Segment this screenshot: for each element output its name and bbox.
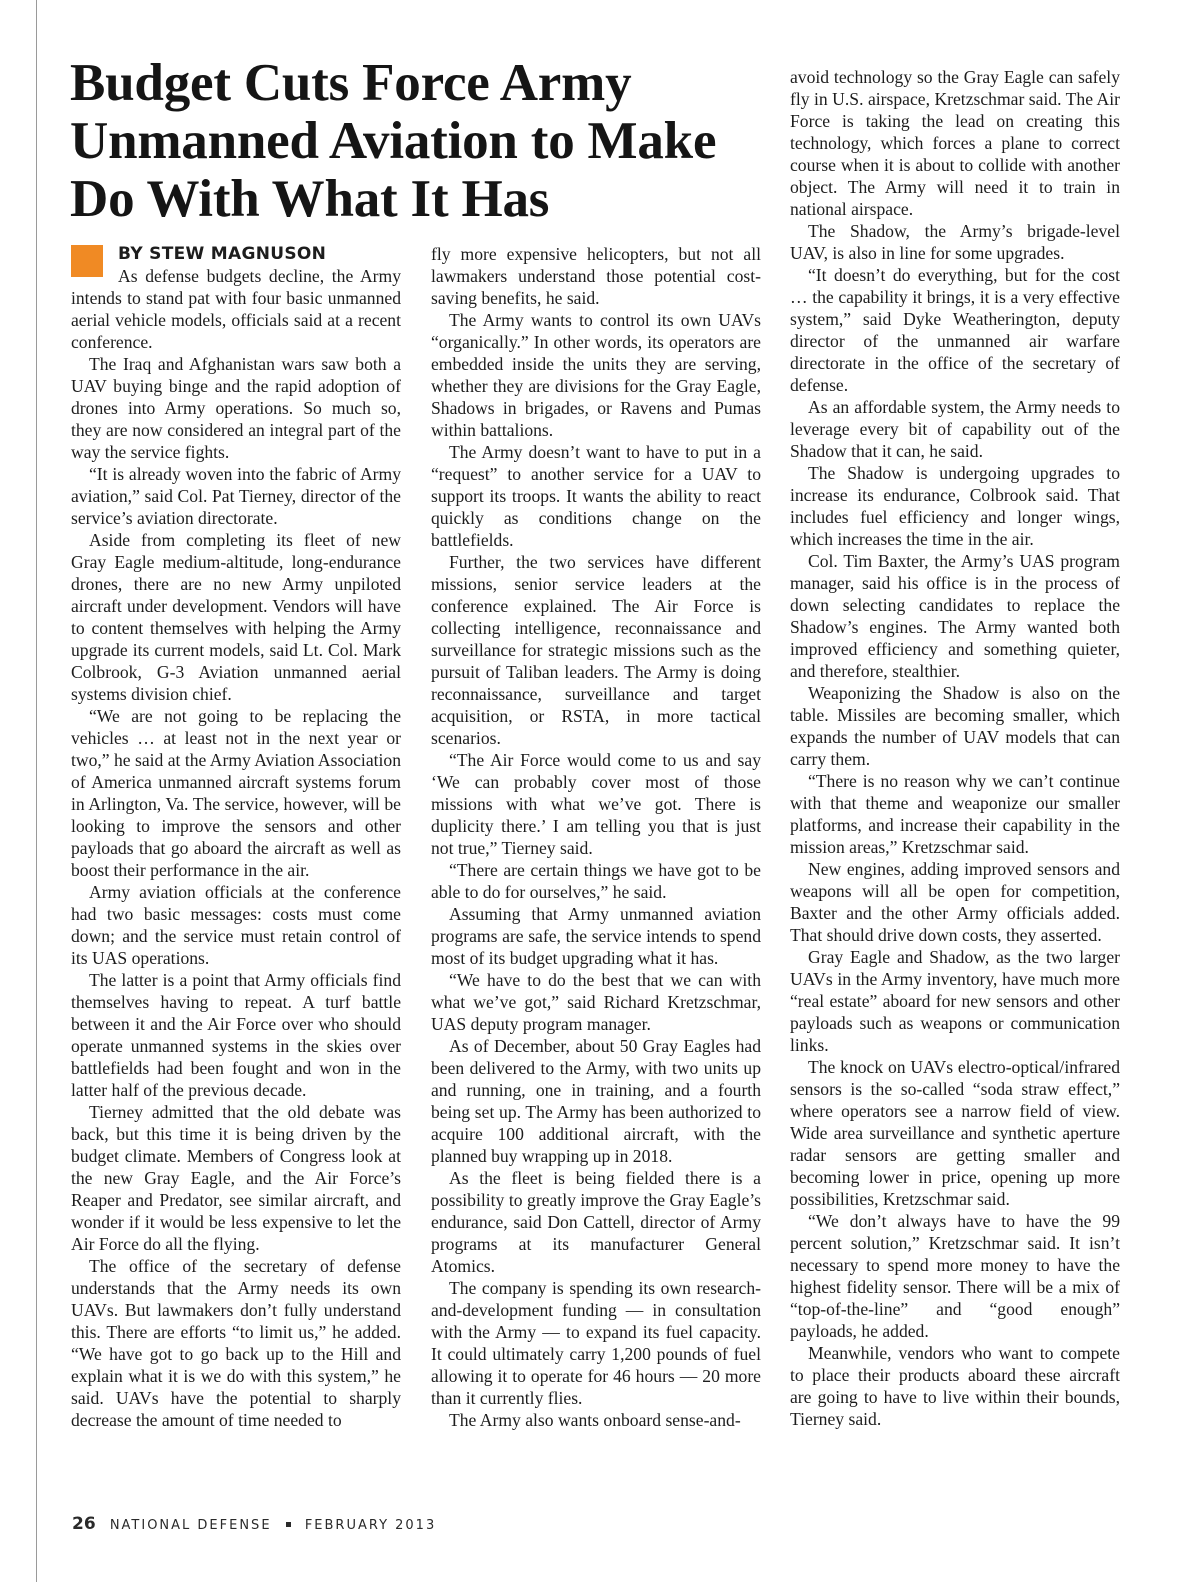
page-number: 26	[72, 1514, 96, 1534]
article-column-3	[790, 66, 1120, 1430]
paragraph: As the fleet is being fielded there is a possibility to greatly improve the Gray Eagle’s endurance, said Don Cattell, director of Army programs at its manufacturer General Atomics.	[431, 1168, 761, 1276]
paragraph: As of December, about 50 Gray Eagles had been delivered to the Army, with two units up and running, one in training, and a fourth being set up. The Army has been authorized to acquire 100 additional aircraft, with the planned buy wrapping up in 2018.	[431, 1036, 761, 1166]
paragraph: “It is already woven into the fabric of Army aviation,” said Col. Pat Tierney, director of the service’s aviation directorate.	[71, 464, 401, 528]
paragraph: Aside from completing its fleet of new Gray Eagle medium-altitude, long-endurance drones, there are no new Army unpiloted aircraft under development. Vendors will have to content themselves with helping the Army upgrade its current models, said Lt. Col. Mark Colbrook, G-3 Aviation unmanned aerial systems division chief.	[71, 530, 401, 704]
paragraph: “We have to do the best that we can with what we’ve got,” said Richard Kretzschmar, UAS deputy program manager.	[431, 970, 761, 1034]
paragraph: avoid technology so the Gray Eagle can safely fly in U.S. airspace, Kretzschmar said. The Air Force is taking the lead on creating this technology, which forces a plane to correct course when it is about to collide with another object. The Army will need it to train in national airspace.	[790, 67, 1120, 219]
paragraph: Meanwhile, vendors who want to compete to place their products aboard these aircraft are going to have to live within their bounds, Tierney said.	[790, 1343, 1120, 1429]
paragraph: The Army also wants onboard sense-and-	[449, 1410, 741, 1430]
paragraph: fly more expensive helicopters, but not all lawmakers understand those potential cost-saving benefits, he said.	[431, 244, 761, 308]
byline: BY STEW MAGNUSON	[118, 244, 327, 264]
footer-separator	[286, 1522, 291, 1527]
paragraph: The latter is a point that Army officials find themselves having to repeat. A turf battle between it and the Air Force over who should operate unmanned systems in the skies over battlefields had been fought and won in the latter half of the previous decade.	[71, 970, 401, 1100]
paragraph: The Shadow, the Army’s brigade-level UAV, is also in line for some upgrades.	[790, 221, 1120, 263]
article-column-2	[431, 243, 761, 1431]
margin-rule	[36, 0, 37, 1582]
paragraph: Gray Eagle and Shadow, as the two larger UAVs in the Army inventory, have much more “real estate” aboard for new sensors and other payloads such as weapons or communication links.	[790, 947, 1120, 1055]
paragraph: “It doesn’t do everything, but for the cost … the capability it brings, it is a very effective system,” said Dyke Weatherington, deputy director of the unmanned air warfare directorate in the office of the secretary of defense.	[790, 265, 1120, 395]
paragraph: Assuming that Army unmanned aviation programs are safe, the service intends to spend most of its budget upgrading what it has.	[431, 904, 761, 968]
paragraph: “The Air Force would come to us and say ‘We can probably cover most of those missions with what we’ve got. There is duplicity there.’ I am telling you that is just not true,” Tierney said.	[431, 750, 761, 858]
paragraph: “There is no reason why we can’t continue with that theme and weaponize our smaller platforms, and increase their capability in the mission areas,” Kretzschmar said.	[790, 771, 1120, 857]
paragraph: Further, the two services have different missions, senior service leaders at the conference explained. The Air Force is collecting intelligence, reconnaissance and surveillance for strategic missions such as the pursuit of Taliban leaders. The Army is doing reconnaissance, surveillance and target acquisition, or RSTA, in more tactical scenarios.	[431, 552, 761, 748]
paragraph: Col. Tim Baxter, the Army’s UAS program manager, said his office is in the process of down selecting candidates to replace the Shadow’s engines. The Army wanted both improved efficiency and something quieter, and therefore, stealthier.	[790, 551, 1120, 681]
article-title: Budget Cuts Force Army Unmanned Aviation to Make Do With What It Has	[70, 54, 717, 228]
paragraph: Army aviation officials at the conference had two basic messages: costs must come down; and the service must retain control of its UAS operations.	[71, 882, 401, 968]
paragraph: The Shadow is undergoing upgrades to increase its endurance, Colbrook said. That includes fuel efficiency and longer wings, which increases the time in the air.	[790, 463, 1120, 549]
paragraph: The office of the secretary of defense understands that the Army needs its own UAVs. But lawmakers don’t fully understand this. There are efforts “to limit us,” he added. “We have got to go back up to the Hill and explain what it is we do with this system,” he said. UAVs have the potential to sharply decrease the amount of time needed to	[71, 1256, 401, 1430]
paragraph: “There are certain things we have got to be able to do for ourselves,” he said.	[431, 860, 761, 902]
paragraph: Weaponizing the Shadow is also on the table. Missiles are becoming smaller, which expands the number of UAV models that can carry them.	[790, 683, 1120, 769]
paragraph: The knock on UAVs electro-optical/infrared sensors is the so-called “soda straw effect,” where operators see a narrow field of view. Wide area surveillance and synthetic aperture radar sensors are getting smaller and becoming lower in price, opening up more possibilities, Kretzschmar said.	[790, 1057, 1120, 1209]
paragraph: The Army doesn’t want to have to put in a “request” to another service for a UAV to support its troops. It wants the ability to react quickly as conditions change on the battlefields.	[431, 442, 761, 550]
article-column-1	[71, 243, 401, 1431]
paragraph: As an affordable system, the Army needs to leverage every bit of capability out of the Shadow that it can, he said.	[790, 397, 1120, 461]
paragraph: Tierney admitted that the old debate was back, but this time it is being driven by the budget climate. Members of Congress look at the new Gray Eagle, and the Air Force’s Reaper and Predator, see similar aircraft, and wonder if it would be less expensive to let the Air Force do all the flying.	[71, 1102, 401, 1254]
paragraph: The Iraq and Afghanistan wars saw both a UAV buying binge and the rapid adoption of drones into Army operations. So much so, they are now considered an integral part of the way the service fights.	[71, 354, 401, 462]
byline-row	[71, 243, 401, 265]
byline-accent-box	[71, 245, 103, 277]
publication-name: NATIONAL DEFENSE	[109, 1518, 272, 1533]
paragraph: The company is spending its own research-and-development funding — in consultation with the Army — to expand its fuel capacity. It could ultimately carry 1,200 pounds of fuel allowing it to operate for 46 hours — 20 more than it currently flies.	[431, 1278, 761, 1408]
paragraph: As defense budgets decline, the Army intends to stand pat with four basic unmanned aerial vehicle models, officials said at a recent conference.	[71, 266, 401, 352]
issue-date: FEBRUARY 2013	[304, 1518, 437, 1533]
paragraph: “We are not going to be replacing the vehicles … at least not in the next year or two,” he said at the Army Aviation Association of America unmanned aircraft systems forum in Arlington, Va. The service, however, will be looking to improve the sensors and other payloads that go aboard the aircraft as well as boost their performance in the air.	[71, 706, 401, 880]
paragraph: “We don’t always have to have the 99 percent solution,” Kretzschmar said. It isn’t necessary to spend more money to have the highest fidelity sensor. There will be a mix of “top-of-the-line” and “good enough” payloads, he added.	[790, 1211, 1120, 1341]
page-footer	[72, 1514, 436, 1534]
paragraph: The Army wants to control its own UAVs “organically.” In other words, its operators are embedded inside the units they are serving, whether they are divisions for the Gray Eagle, Shadows in brigades, or Ravens and Pumas within battalions.	[431, 310, 761, 440]
paragraph: New engines, adding improved sensors and weapons will all be open for competition, Baxter and the other Army officials added. That should drive down costs, they asserted.	[790, 859, 1120, 945]
